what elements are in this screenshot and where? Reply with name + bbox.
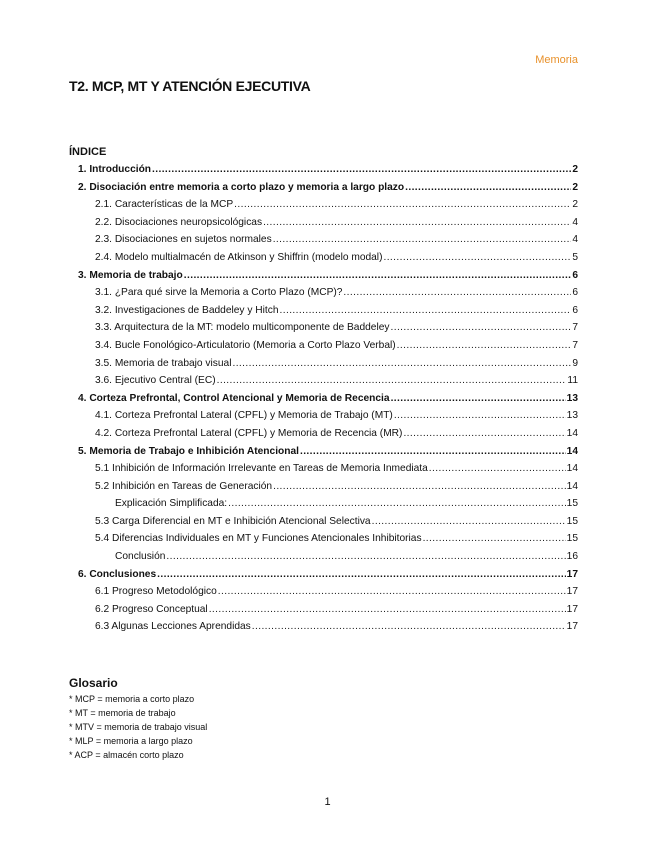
toc-entry[interactable] xyxy=(78,516,578,534)
toc-entry[interactable] xyxy=(78,569,578,587)
glossary-item: * MCP = memoria a corto plazo xyxy=(69,694,195,704)
toc-entry[interactable] xyxy=(78,498,578,516)
toc-entry-page: 2 xyxy=(572,199,578,211)
toc-entry-title: 6.1 Progreso Metodológico xyxy=(95,586,217,598)
toc-entry-title: Explicación Simplificada: xyxy=(115,498,228,510)
toc-entry-title: 3.4. Bucle Fonológico-Articulatorio (Memoria a Corto Plazo Verbal) xyxy=(95,339,396,351)
glossary-title: Glosario xyxy=(69,676,118,690)
toc-dot-leader xyxy=(280,305,572,316)
toc-entry-page: 14 xyxy=(566,445,578,457)
toc-entry-title: 2.2. Disociaciones neuropsicológicas xyxy=(95,216,263,228)
toc-entry-page: 9 xyxy=(572,357,578,369)
toc-entry-title: 2.1. Características de la MCP xyxy=(95,199,234,211)
table-of-contents xyxy=(78,164,578,639)
document-title: T2. MCP, MT Y ATENCIÓN EJECUTIVA xyxy=(69,78,311,94)
toc-entry-title: 4.1. Corteza Prefrontal Lateral (CPFL) y Memoria de Trabajo (MT) xyxy=(95,410,393,422)
toc-entry[interactable] xyxy=(78,287,578,305)
toc-entry-title: 2. Disociación entre memoria a corto plazo y memoria a largo plazo xyxy=(78,181,405,193)
toc-entry[interactable] xyxy=(78,586,578,604)
toc-entry-page: 15 xyxy=(566,533,578,545)
toc-dot-leader xyxy=(263,217,571,228)
toc-entry-page: 15 xyxy=(566,498,578,510)
toc-entry-page: 17 xyxy=(566,568,578,580)
glossary-item: * MLP = memoria a largo plazo xyxy=(69,736,193,746)
toc-dot-leader xyxy=(405,182,571,193)
glossary-item: * ACP = almacén corto plazo xyxy=(69,750,184,760)
toc-entry-title: 6.3 Algunas Lecciones Aprendidas xyxy=(95,621,251,633)
toc-dot-leader xyxy=(394,410,566,421)
toc-entry[interactable] xyxy=(78,305,578,323)
toc-entry[interactable] xyxy=(78,375,578,393)
toc-entry-title: 5. Memoria de Trabajo e Inhibición Atencional xyxy=(78,445,299,457)
toc-dot-leader xyxy=(218,586,566,597)
toc-dot-leader xyxy=(252,621,566,632)
toc-entry-title: 3.6. Ejecutivo Central (EC) xyxy=(95,375,216,387)
toc-entry-page: 13 xyxy=(566,392,578,404)
toc-entry-page: 7 xyxy=(572,339,578,351)
toc-entry-page: 13 xyxy=(566,410,578,422)
glossary-item: * MTV = memoria de trabajo visual xyxy=(69,722,208,732)
toc-entry-page: 14 xyxy=(566,463,578,475)
toc-entry[interactable] xyxy=(78,182,578,200)
toc-entry[interactable] xyxy=(78,358,578,376)
toc-dot-leader xyxy=(228,498,566,509)
toc-dot-leader xyxy=(217,375,567,386)
toc-entry-page: 16 xyxy=(566,551,578,563)
toc-entry-page: 6 xyxy=(572,304,578,316)
toc-entry[interactable] xyxy=(78,463,578,481)
toc-entry[interactable] xyxy=(78,270,578,288)
toc-entry[interactable] xyxy=(78,410,578,428)
toc-entry[interactable] xyxy=(78,446,578,464)
toc-entry-page: 2 xyxy=(572,164,578,175)
toc-entry-page: 14 xyxy=(566,480,578,492)
running-header: Memoria xyxy=(535,54,578,66)
toc-entry[interactable] xyxy=(78,252,578,270)
toc-dot-leader xyxy=(166,551,565,562)
toc-entry-page: 6 xyxy=(572,269,578,281)
toc-entry[interactable] xyxy=(78,234,578,252)
toc-dot-leader xyxy=(429,463,566,474)
toc-entry-title: 3.3. Arquitectura de la MT: modelo multicomponente de Baddeley xyxy=(95,322,390,334)
toc-dot-leader xyxy=(343,287,571,298)
toc-entry[interactable] xyxy=(78,322,578,340)
toc-entry-title: 1. Introducción xyxy=(78,164,152,175)
toc-entry-page: 17 xyxy=(566,603,578,615)
toc-entry-title: 3.2. Investigaciones de Baddeley y Hitch xyxy=(95,304,279,316)
toc-dot-leader xyxy=(397,340,572,351)
toc-entry[interactable] xyxy=(78,217,578,235)
toc-entry-page: 6 xyxy=(572,287,578,299)
toc-entry[interactable] xyxy=(78,199,578,217)
toc-dot-leader xyxy=(232,358,571,369)
toc-entry-title: 3.5. Memoria de trabajo visual xyxy=(95,357,232,369)
toc-dot-leader xyxy=(234,199,571,210)
toc-entry-page: 7 xyxy=(572,322,578,334)
toc-entry-title: 4.2. Corteza Prefrontal Lateral (CPFL) y Memoria de Recencia (MR) xyxy=(95,427,403,439)
toc-entry-page: 17 xyxy=(566,621,578,633)
toc-entry-title: 5.4 Diferencias Individuales en MT y Funciones Atencionales Inhibitorias xyxy=(95,533,422,545)
toc-entry[interactable] xyxy=(78,621,578,639)
toc-entry-page: 4 xyxy=(572,234,578,246)
toc-dot-leader xyxy=(184,270,572,281)
toc-entry-title: 6.2 Progreso Conceptual xyxy=(95,603,208,615)
toc-entry-page: 2 xyxy=(572,181,578,193)
toc-dot-leader xyxy=(157,569,566,580)
toc-entry-title: 3. Memoria de trabajo xyxy=(78,269,183,281)
toc-entry-title: Conclusión xyxy=(115,551,166,563)
toc-entry-title: 2.3. Disociaciones en sujetos normales xyxy=(95,234,272,246)
toc-entry-title: 5.1 Inhibición de Información Irrelevante en Tareas de Memoria Inmediata xyxy=(95,463,428,475)
toc-entry[interactable] xyxy=(78,481,578,499)
toc-entry-page: 11 xyxy=(567,375,578,387)
toc-entry-title: 5.2 Inhibición en Tareas de Generación xyxy=(95,480,273,492)
toc-entry-title: 5.3 Carga Diferencial en MT e Inhibición Atencional Selectiva xyxy=(95,515,371,527)
toc-dot-leader xyxy=(383,252,571,263)
toc-dot-leader xyxy=(209,604,566,615)
toc-dot-leader xyxy=(391,393,566,404)
toc-dot-leader xyxy=(300,446,566,457)
toc-dot-leader xyxy=(390,322,571,333)
toc-dot-leader xyxy=(273,481,566,492)
toc-entry[interactable] xyxy=(78,533,578,551)
toc-entry-title: 2.4. Modelo multialmacén de Atkinson y Shiffrin (modelo modal) xyxy=(95,251,383,263)
toc-heading: ÍNDICE xyxy=(69,146,107,158)
toc-dot-leader xyxy=(152,164,571,175)
toc-dot-leader xyxy=(273,234,572,245)
toc-entry[interactable] xyxy=(78,551,578,569)
toc-entry-page: 5 xyxy=(572,251,578,263)
toc-entry-title: 4. Corteza Prefrontal, Control Atencional y Memoria de Recencia xyxy=(78,392,390,404)
toc-entry-page: 14 xyxy=(566,427,578,439)
toc-entry-title: 3.1. ¿Para qué sirve la Memoria a Corto Plazo (MCP)? xyxy=(95,287,343,299)
toc-entry-page: 17 xyxy=(566,586,578,598)
toc-entry[interactable] xyxy=(78,340,578,358)
toc-dot-leader xyxy=(423,533,566,544)
toc-entry[interactable] xyxy=(78,164,578,182)
glossary-list xyxy=(69,692,207,762)
toc-entry[interactable] xyxy=(78,428,578,446)
page-number: 1 xyxy=(324,796,331,808)
toc-dot-leader xyxy=(403,428,565,439)
toc-entry-page: 15 xyxy=(566,515,578,527)
toc-entry-title: 6. Conclusiones xyxy=(78,568,157,580)
toc-entry[interactable] xyxy=(78,393,578,411)
toc-dot-leader xyxy=(372,516,566,527)
toc-entry-page: 4 xyxy=(572,216,578,228)
glossary-item: * MT = memoria de trabajo xyxy=(69,708,176,718)
toc-entry[interactable] xyxy=(78,604,578,622)
